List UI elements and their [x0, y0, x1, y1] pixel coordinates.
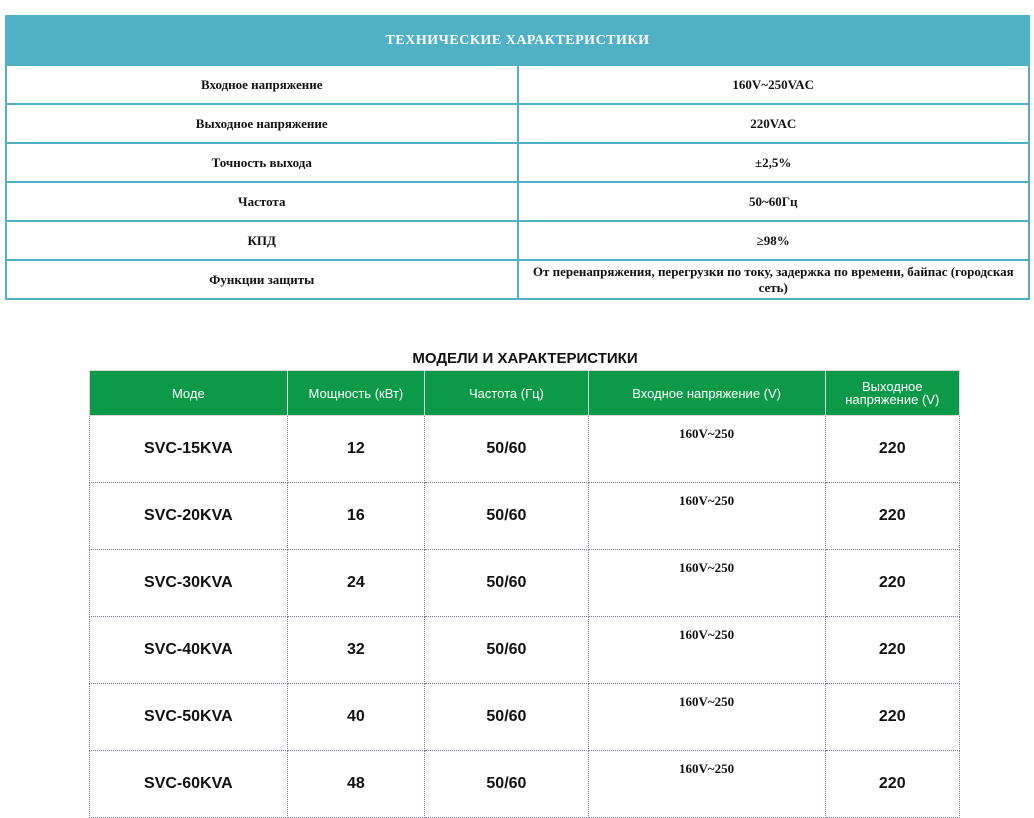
models-table	[89, 370, 960, 818]
tech-row	[6, 182, 1029, 221]
model-frequency: 50/60	[425, 416, 589, 483]
model-power: 40	[287, 684, 424, 751]
models-header-row	[90, 371, 960, 416]
header-output-voltage: Выходное напряжение (V)	[825, 371, 959, 416]
tech-row-value: 50~60Гц	[518, 182, 1030, 221]
model-input-voltage: 160V~250	[588, 483, 825, 550]
model-output-voltage: 220	[825, 483, 959, 550]
model-input-voltage: 160V~250	[588, 416, 825, 483]
tech-row-value: 220VAC	[518, 104, 1030, 143]
model-frequency: 50/60	[425, 483, 589, 550]
model-row	[90, 550, 960, 617]
tech-row	[6, 260, 1029, 299]
model-input-voltage: 160V~250	[588, 684, 825, 751]
model-power: 16	[287, 483, 424, 550]
header-input-voltage: Входное напряжение (V)	[588, 371, 825, 416]
model-name: SVC-20KVA	[90, 483, 288, 550]
model-name: SVC-60KVA	[90, 751, 288, 818]
model-row	[90, 483, 960, 550]
tech-row-value: От перенапряжения, перегрузки по току, задержка по времени, байпас (городская сеть)	[518, 260, 1030, 299]
header-frequency: Частота (Гц)	[425, 371, 589, 416]
model-row	[90, 617, 960, 684]
tech-row-value: 160V~250VAC	[518, 65, 1030, 104]
model-frequency: 50/60	[425, 684, 589, 751]
model-frequency: 50/60	[425, 550, 589, 617]
model-input-voltage: 160V~250	[588, 617, 825, 684]
tech-row	[6, 65, 1029, 104]
model-row	[90, 416, 960, 483]
model-input-voltage: 160V~250	[588, 751, 825, 818]
model-output-voltage: 220	[825, 416, 959, 483]
tech-row-label: Входное напряжение	[6, 65, 518, 104]
tech-specs-title: ТЕХНИЧЕСКИЕ ХАРАКТЕРИСТИКИ	[6, 16, 1029, 65]
tech-row-label: Частота	[6, 182, 518, 221]
model-input-voltage: 160V~250	[588, 550, 825, 617]
model-output-voltage: 220	[825, 550, 959, 617]
model-power: 48	[287, 751, 424, 818]
header-model: Моде	[90, 371, 288, 416]
model-name: SVC-40KVA	[90, 617, 288, 684]
model-frequency: 50/60	[425, 617, 589, 684]
tech-row	[6, 221, 1029, 260]
model-output-voltage: 220	[825, 684, 959, 751]
models-heading: МОДЕЛИ И ХАРАКТЕРИСТИКИ	[412, 350, 638, 367]
tech-row-value: ≥98%	[518, 221, 1030, 260]
model-row	[90, 684, 960, 751]
model-frequency: 50/60	[425, 751, 589, 818]
model-output-voltage: 220	[825, 617, 959, 684]
model-power: 24	[287, 550, 424, 617]
model-row	[90, 751, 960, 818]
model-name: SVC-50KVA	[90, 684, 288, 751]
model-name: SVC-30KVA	[90, 550, 288, 617]
model-output-voltage: 220	[825, 751, 959, 818]
tech-specs-table	[5, 15, 1030, 300]
tech-row-label: Функции защиты	[6, 260, 518, 299]
tech-row	[6, 143, 1029, 182]
model-name: SVC-15KVA	[90, 416, 288, 483]
tech-row	[6, 104, 1029, 143]
tech-row-label: Точность выхода	[6, 143, 518, 182]
model-power: 32	[287, 617, 424, 684]
header-power: Мощность (кВт)	[287, 371, 424, 416]
model-power: 12	[287, 416, 424, 483]
tech-row-label: КПД	[6, 221, 518, 260]
tech-row-label: Выходное напряжение	[6, 104, 518, 143]
tech-row-value: ±2,5%	[518, 143, 1030, 182]
